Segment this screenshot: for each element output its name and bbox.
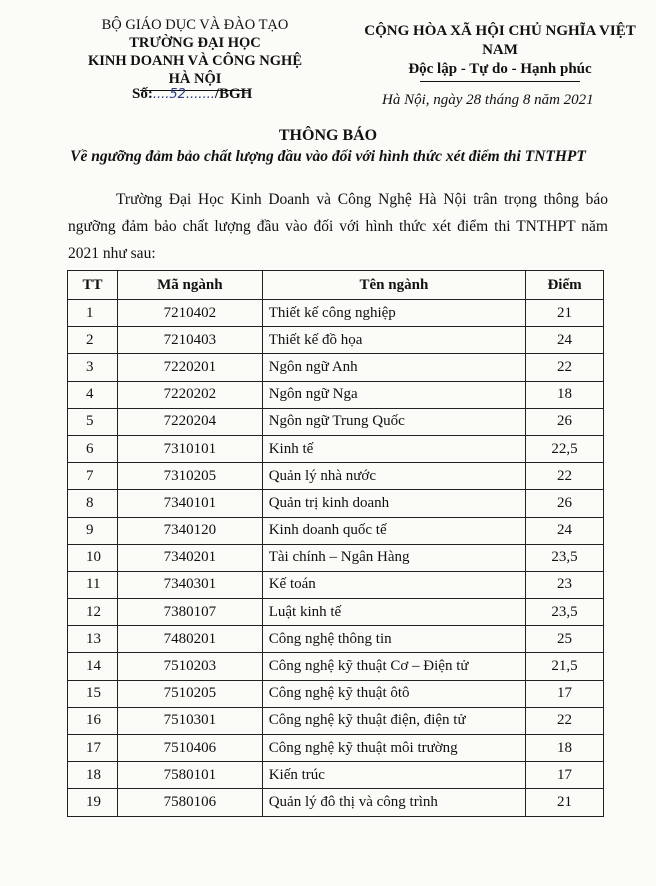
header-ma-nganh: Mã ngành xyxy=(117,271,262,300)
table-row xyxy=(68,300,604,327)
row-tt: 11 xyxy=(68,571,118,598)
row-ma-nganh: 7340101 xyxy=(117,490,262,517)
table-row xyxy=(68,762,604,789)
row-ten-nganh: Công nghệ thông tin xyxy=(262,626,525,653)
table-row xyxy=(68,408,604,435)
table-row xyxy=(68,626,604,653)
row-diem: 24 xyxy=(526,517,604,544)
row-tt: 12 xyxy=(68,599,118,626)
row-diem: 23 xyxy=(526,571,604,598)
row-ten-nganh: Kinh doanh quốc tế xyxy=(262,517,525,544)
row-ma-nganh: 7580101 xyxy=(117,762,262,789)
row-ma-nganh: 7510203 xyxy=(117,653,262,680)
intro-paragraph: Trường Đại Học Kinh Doanh và Công Nghệ Hà Nội trân trọng thông báo ngưỡng đảm bảo chất lượng đầu vào đối với hình thức xét điểm thi TNTHPT năm 2021 như sau: xyxy=(68,191,608,262)
row-ten-nganh: Công nghệ kỹ thuật điện, điện tử xyxy=(262,707,525,734)
table-row xyxy=(68,490,604,517)
row-ten-nganh: Kinh tế xyxy=(262,435,525,462)
notice-subtitle: Về ngưỡng đảm bảo chất lượng đầu vào đối với hình thức xét điểm thi TNTHPT xyxy=(70,148,586,165)
table-row xyxy=(68,354,604,381)
row-diem: 17 xyxy=(526,762,604,789)
row-tt: 1 xyxy=(68,300,118,327)
row-ten-nganh: Luật kinh tế xyxy=(262,599,525,626)
row-ten-nganh: Ngôn ngữ Nga xyxy=(262,381,525,408)
row-tt: 8 xyxy=(68,490,118,517)
row-diem: 21,5 xyxy=(526,653,604,680)
row-ma-nganh: 7340201 xyxy=(117,544,262,571)
notice-title: THÔNG BÁO xyxy=(278,127,378,144)
row-ma-nganh: 7310101 xyxy=(117,435,262,462)
row-ten-nganh: Quản lý đô thị và công trình xyxy=(262,789,525,816)
row-diem: 18 xyxy=(526,381,604,408)
table-row xyxy=(68,735,604,762)
table-row xyxy=(68,517,604,544)
row-diem: 24 xyxy=(526,327,604,354)
row-ma-nganh: 7340120 xyxy=(117,517,262,544)
row-ten-nganh: Thiết kế đồ họa xyxy=(262,327,525,354)
row-ma-nganh: 7220201 xyxy=(117,354,262,381)
row-ten-nganh: Kế toán xyxy=(262,571,525,598)
row-diem: 23,5 xyxy=(526,544,604,571)
table-row xyxy=(68,653,604,680)
row-ma-nganh: 7380107 xyxy=(117,599,262,626)
date-line: Hà Nội, ngày 28 tháng 8 năm 2021 xyxy=(382,92,594,108)
table-row xyxy=(68,327,604,354)
national-motto: Độc lập - Tự do - Hạnh phúc xyxy=(408,61,592,77)
row-tt: 18 xyxy=(68,762,118,789)
score-table xyxy=(67,270,604,817)
row-diem: 18 xyxy=(526,735,604,762)
doc-no-prefix: Số: xyxy=(132,86,153,102)
header-tt: TT xyxy=(68,271,118,300)
row-tt: 3 xyxy=(68,354,118,381)
row-tt: 17 xyxy=(68,735,118,762)
row-tt: 6 xyxy=(68,435,118,462)
row-ma-nganh: 7510406 xyxy=(117,735,262,762)
doc-no-value: ....52....... xyxy=(152,87,215,102)
ministry-name: BỘ GIÁO DỤC VÀ ĐÀO TẠO xyxy=(101,17,289,33)
table-row xyxy=(68,381,604,408)
row-tt: 2 xyxy=(68,327,118,354)
row-ma-nganh: 7210402 xyxy=(117,300,262,327)
table-header-row xyxy=(68,271,604,300)
row-tt: 4 xyxy=(68,381,118,408)
issuer-header xyxy=(80,16,310,91)
row-tt: 19 xyxy=(68,789,118,816)
nation-name: CỘNG HÒA XÃ HỘI CHỦ NGHĨA VIỆT NAM xyxy=(364,23,636,58)
row-ten-nganh: Kiến trúc xyxy=(262,762,525,789)
row-ten-nganh: Công nghệ kỹ thuật môi trường xyxy=(262,735,525,762)
header-diem: Điểm xyxy=(526,271,604,300)
row-ma-nganh: 7510205 xyxy=(117,680,262,707)
table-row xyxy=(68,571,604,598)
row-tt: 5 xyxy=(68,408,118,435)
row-diem: 22,5 xyxy=(526,435,604,462)
row-ma-nganh: 7480201 xyxy=(117,626,262,653)
row-diem: 23,5 xyxy=(526,599,604,626)
row-ma-nganh: 7340301 xyxy=(117,571,262,598)
row-ten-nganh: Thiết kế công nghiệp xyxy=(262,300,525,327)
university-name-line1: TRƯỜNG ĐẠI HỌC xyxy=(129,35,261,51)
row-tt: 9 xyxy=(68,517,118,544)
doc-no-suffix: /BGH xyxy=(214,86,253,102)
row-diem: 25 xyxy=(526,626,604,653)
table-row xyxy=(68,789,604,816)
row-tt: 16 xyxy=(68,707,118,734)
row-ten-nganh: Ngôn ngữ Trung Quốc xyxy=(262,408,525,435)
row-ma-nganh: 7220202 xyxy=(117,381,262,408)
university-name-line2: KINH DOANH VÀ CÔNG NGHỆ HÀ NỘI xyxy=(87,53,303,87)
row-tt: 10 xyxy=(68,544,118,571)
national-header xyxy=(350,22,650,82)
row-ten-nganh: Công nghệ kỹ thuật ôtô xyxy=(262,680,525,707)
row-ma-nganh: 7310205 xyxy=(117,463,262,490)
table-row xyxy=(68,463,604,490)
row-ten-nganh: Ngôn ngữ Anh xyxy=(262,354,525,381)
row-ten-nganh: Tài chính – Ngân Hàng xyxy=(262,544,525,571)
row-diem: 26 xyxy=(526,408,604,435)
header-ten-nganh: Tên ngành xyxy=(262,271,525,300)
table-body xyxy=(68,300,604,817)
row-diem: 22 xyxy=(526,463,604,490)
table-row xyxy=(68,680,604,707)
row-ma-nganh: 7580106 xyxy=(117,789,262,816)
table-row xyxy=(68,707,604,734)
table-row xyxy=(68,599,604,626)
row-diem: 22 xyxy=(526,354,604,381)
row-ma-nganh: 7210403 xyxy=(117,327,262,354)
row-tt: 15 xyxy=(68,680,118,707)
row-diem: 17 xyxy=(526,680,604,707)
row-ten-nganh: Quản lý nhà nước xyxy=(262,463,525,490)
table-row xyxy=(68,544,604,571)
row-tt: 13 xyxy=(68,626,118,653)
table-row xyxy=(68,435,604,462)
row-diem: 22 xyxy=(526,707,604,734)
row-tt: 7 xyxy=(68,463,118,490)
row-ten-nganh: Công nghệ kỹ thuật Cơ – Điện tử xyxy=(262,653,525,680)
document-number xyxy=(132,86,252,103)
row-ten-nganh: Quản trị kinh doanh xyxy=(262,490,525,517)
row-diem: 21 xyxy=(526,300,604,327)
row-diem: 21 xyxy=(526,789,604,816)
row-tt: 14 xyxy=(68,653,118,680)
row-ma-nganh: 7220204 xyxy=(117,408,262,435)
motto-underline xyxy=(420,81,580,82)
row-ma-nganh: 7510301 xyxy=(117,707,262,734)
row-diem: 26 xyxy=(526,490,604,517)
